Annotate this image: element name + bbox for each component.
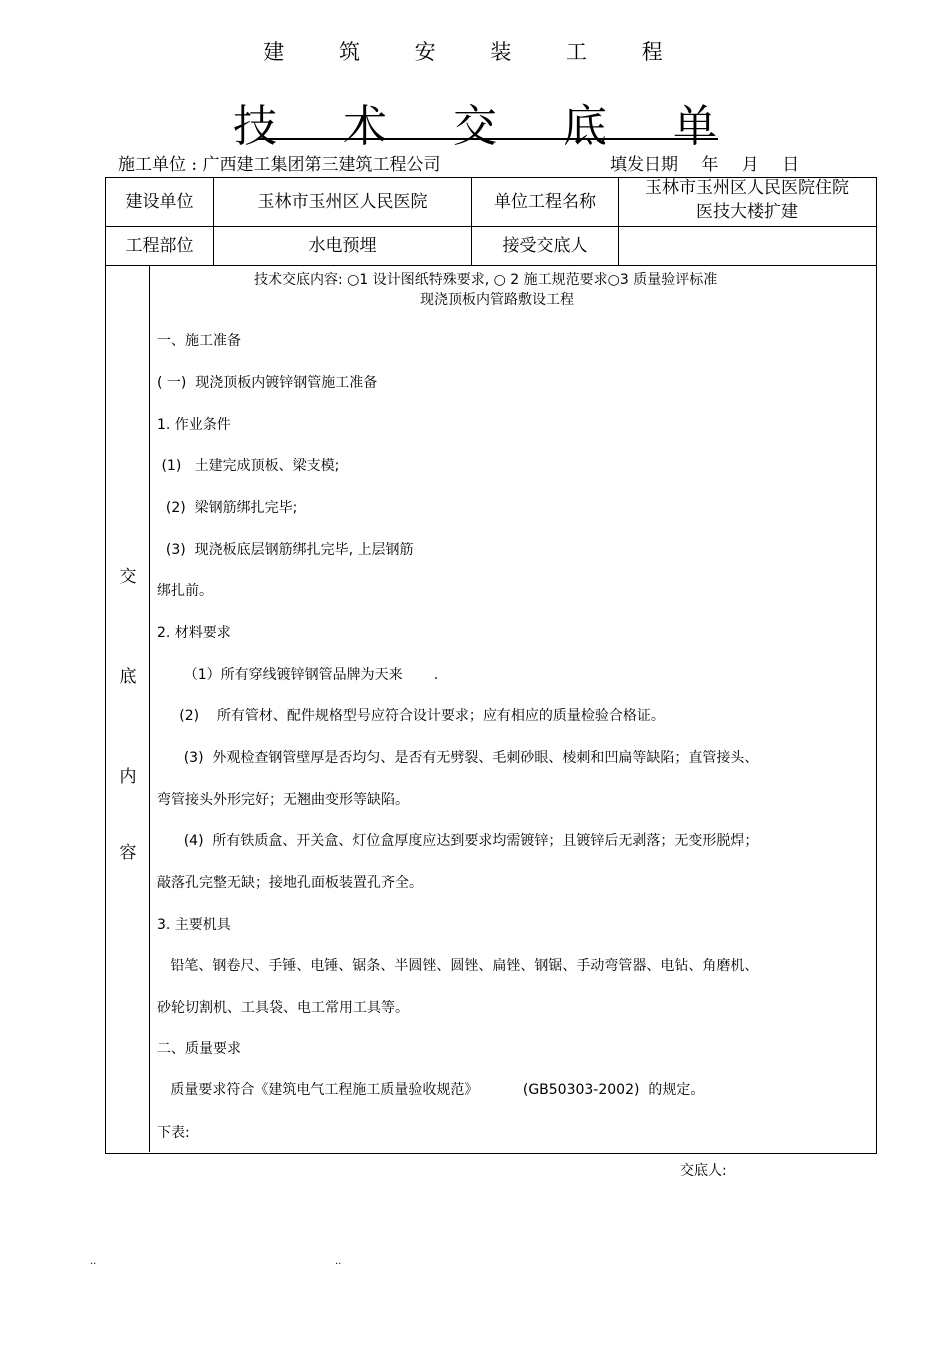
content-line: 砂轮切割机、工具袋、电工常用工具等。 <box>157 1000 409 1016</box>
value-project-part: 水电预埋 <box>308 236 377 256</box>
side-column-divider <box>149 265 150 1152</box>
footer-dots-right: .. <box>335 1256 342 1267</box>
content-line: (2) 所有管材、配件规格型号应符合设计要求；应有相应的质量检验合格证。 <box>157 708 665 724</box>
content-line: (3) 外观检查钢管壁厚是否均匀、是否有无劈裂、毛刺砂眼、棱刺和凹扁等缺陷；直管接头、 <box>157 750 759 766</box>
label-recipient: 接受交底人 <box>502 236 588 256</box>
issue-date: 填发日期 年 月 日 <box>610 155 800 175</box>
side-label-char-3: 内 <box>119 767 137 787</box>
content-line: 2. 材料要求 <box>157 625 231 641</box>
content-line: （1）所有穿线镀锌钢管品牌为天来 . <box>157 667 439 683</box>
content-line: 敲落孔完整无缺；接地孔面板装置孔齐全。 <box>157 875 423 891</box>
label-project-name: 单位工程名称 <box>494 192 596 212</box>
signer-label: 交底人: <box>680 1163 727 1179</box>
construction-unit: 施工单位 : 广西建工集团第三建筑工程公司 <box>118 155 441 175</box>
side-label-char-1: 交 <box>119 567 137 587</box>
project-name-line-1: 玉林市玉州区人民医院住院 <box>645 178 849 198</box>
content-header-line: 技术交底内容: ○1 设计图纸特殊要求, ○ 2 施工规范要求○3 质量验评标准 <box>254 272 718 288</box>
project-name-line-2: 医技大楼扩建 <box>696 202 798 222</box>
project-type-heading: 建 筑 安 装 工 程 <box>263 40 687 64</box>
content-line: (1) 土建完成顶板、梁支模; <box>157 458 340 474</box>
content-line: 绑扎前。 <box>157 583 213 599</box>
content-line: 弯管接头外形完好；无翘曲变形等缺陷。 <box>157 792 409 808</box>
content-line: ( 一) 现浇顶板内镀锌钢管施工准备 <box>157 375 378 391</box>
row-divider-2 <box>105 265 876 266</box>
content-line: 铅笔、钢卷尺、手锤、电锤、锯条、半圆锉、圆锉、扁锉、钢锯、手动弯管器、电钻、角磨机、 <box>157 958 759 974</box>
value-project-name <box>619 174 875 226</box>
side-label-char-2: 底 <box>119 667 137 687</box>
footer-dots-left: .. <box>90 1256 97 1267</box>
content-line: 下表: <box>157 1125 190 1141</box>
content-line: 二、质量要求 <box>157 1041 241 1057</box>
content-line: 一、施工准备 <box>157 333 241 349</box>
content-line: 1. 作业条件 <box>157 417 231 433</box>
content-line: (4) 所有铁质盒、开关盒、灯位盒厚度应达到要求均需镀锌；且镀锌后无剥落；无变形脱焊； <box>157 833 759 849</box>
label-project-part: 工程部位 <box>125 236 194 256</box>
content-subject: 现浇顶板内管路敷设工程 <box>420 292 574 308</box>
title-underline <box>258 138 718 140</box>
label-owner-unit: 建设单位 <box>125 192 194 212</box>
content-line: (3) 现浇板底层钢筋绑扎完毕, 上层钢筋 <box>157 542 414 558</box>
content-line: (2) 梁钢筋绑扎完毕; <box>157 500 298 516</box>
value-owner-unit: 玉林市玉州区人民医院 <box>257 192 428 212</box>
side-label-char-4: 容 <box>119 843 137 863</box>
value-recipient <box>619 227 875 265</box>
content-line: 质量要求符合《建筑电气工程施工质量验收规范》 (GB50303-2002) 的规定。 <box>157 1082 705 1098</box>
content-line: 3. 主要机具 <box>157 917 231 933</box>
document-title: 技术交底单 <box>233 101 783 152</box>
